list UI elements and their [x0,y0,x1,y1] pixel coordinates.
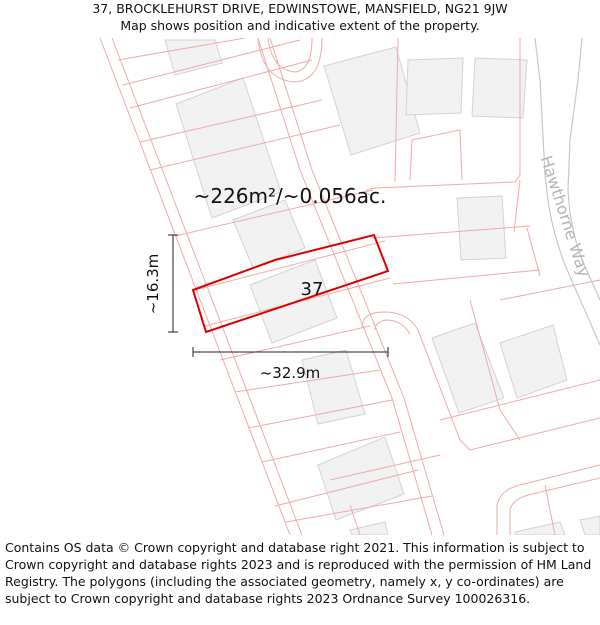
building [580,516,600,535]
building [350,522,388,535]
building [165,40,222,75]
area-label: ~226m²/~0.056ac. [193,184,387,208]
building [324,47,420,155]
height-measurement-label: ~16.3m [144,253,162,315]
building [406,58,463,115]
building [302,350,365,424]
property-map[interactable] [0,38,600,535]
property-address: 37, BROCKLEHURST DRIVE, EDWINSTOWE, MANSFIELD, NG21 9JW [92,1,508,16]
building [472,58,527,118]
building [233,200,305,268]
building [515,522,565,535]
road-name-label: Hawthorne Way [536,153,594,280]
map-header [0,0,600,38]
buildings [165,40,600,535]
building [432,323,504,413]
plot-number-label: 37 [300,279,324,300]
copyright-notice: Contains OS data © Crown copyright and database right 2021. This information is subject to Crown copyright and database rights 2023 and is reproduced with the permission of HM Land Registry. The polygons (including the associated geometry, namely x, y co-ordinates) are subject to Crown copyright and database rights 2023 Ordnance Survey 100026316. [5,540,592,606]
width-measurement-label: ~32.9m [259,364,321,382]
map-description: Map shows position and indicative extent of the property. [120,18,480,33]
building [500,325,567,398]
building [318,437,404,520]
